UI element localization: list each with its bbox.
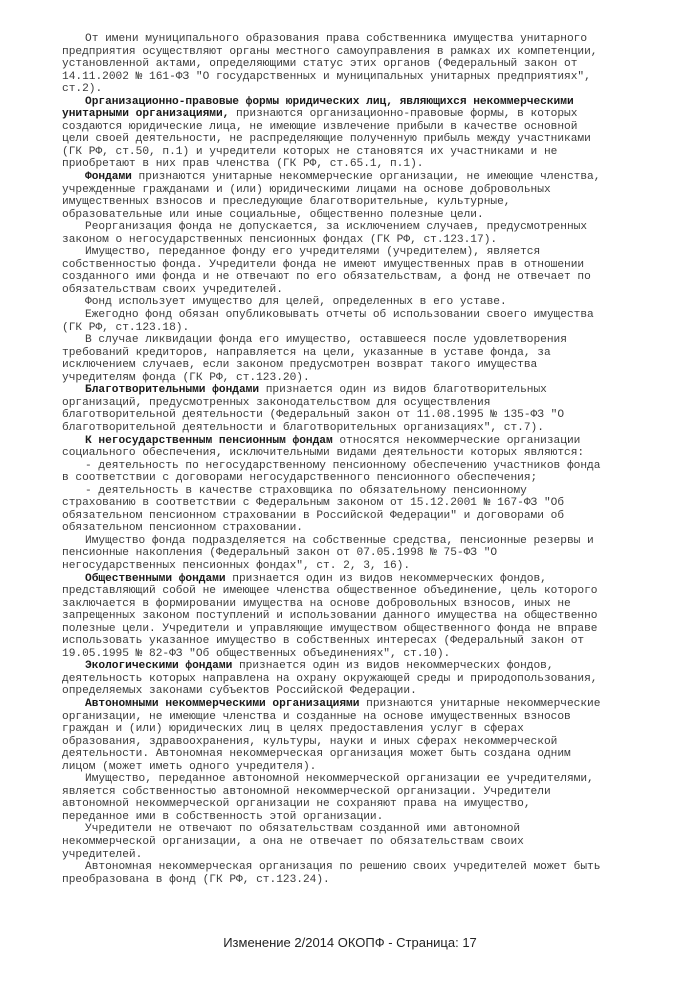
text-line [62, 472, 682, 485]
text-segment: обязательном пенсионном страховании в Российской Федерации" и договорами об [62, 509, 565, 522]
text-line [62, 635, 682, 648]
text-segment: Имущество, переданное автономной некоммерческой организации ее учредителями, [85, 773, 594, 786]
text-line [62, 209, 682, 222]
text-line [62, 535, 682, 548]
text-segment: Автономная некоммерческая организация по решению своих учредителей может быть [85, 861, 601, 874]
text-line [62, 246, 682, 259]
text-line [62, 33, 682, 46]
text-segment: - деятельность в качестве страховщика по обязательному пенсионному [85, 484, 527, 497]
text-line [62, 359, 682, 372]
text-line [62, 196, 682, 209]
text-segment: полезные цели. Учредители и управляющие имуществом общественного фонда не вправе [62, 622, 598, 635]
paragraph [62, 660, 682, 698]
paragraph [62, 823, 682, 861]
text-segment: требований кредиторов, направляется на цели, указанные в уставе фонда, за [62, 346, 551, 359]
text-segment: Реорганизация фонда не допускается, за исключением случаев, предусмотренных [85, 221, 588, 234]
text-segment: Имущество фонда подразделяется на собственные средства, пенсионные резервы и [85, 534, 594, 547]
text-segment: организации, не имеющие членства и созданные на основе имущественных взносов [62, 710, 571, 723]
text-segment: учрежденные гражданами и (или) юридическими лицами на основе добровольных [62, 183, 551, 196]
text-line [62, 786, 682, 799]
text-segment: запрещенных законом поступлений и использовании данного имущества на общественно [62, 610, 598, 623]
text-line [62, 660, 682, 673]
text-line [62, 71, 682, 84]
paragraph [62, 221, 682, 246]
text-segment: собственностью фонда. Учредители фонда не имеют имущественных прав в отношении [62, 258, 585, 271]
text-segment: образовательные или иные социальные, общественно полезные цели. [62, 208, 484, 221]
text-line [62, 409, 682, 422]
term-bold: Автономными некоммерческими организациями [85, 697, 360, 710]
text-line [62, 723, 682, 736]
text-segment: создаются юридические лица, не имеющие извлечение прибыли в качестве основной [62, 120, 578, 133]
text-segment: благотворительной деятельности и благотворительных организациях", ст.7). [62, 421, 544, 434]
text-line [62, 861, 682, 874]
text-segment: является собственностью автономной некоммерческой организации. Учредители [62, 785, 551, 798]
text-segment: заключается в формировании имущества на основе добровольных взносов, иных не [62, 597, 571, 610]
text-line [62, 573, 682, 586]
text-line [62, 108, 682, 121]
text-line [62, 648, 682, 661]
text-segment: цели своей деятельности, не распределяющие полученную прибыль между участниками [62, 133, 591, 146]
term-bold: Экологическими фондами [85, 660, 233, 673]
text-line [62, 610, 682, 623]
paragraph [62, 309, 682, 334]
text-segment: граждан и (или) юридических лиц в целях предоставления услуг в сферах [62, 723, 524, 736]
text-segment: признается один из видов некоммерческих фондов, [232, 660, 554, 673]
text-line [62, 322, 682, 335]
text-line [62, 811, 682, 824]
text-line [62, 761, 682, 774]
text-segment: пенсионные накопления (Федеральный закон от 07.05.1998 № 75-ФЗ "О [62, 547, 498, 560]
paragraph [62, 861, 682, 886]
text-line [62, 121, 682, 134]
text-segment: 14.11.2002 № 161-ФЗ "О государственных и муниципальных унитарных предприятиях", [62, 70, 591, 83]
text-line [62, 58, 682, 71]
text-segment: обязательствам своих учредителей. [62, 283, 283, 296]
text-segment: Ежегодно фонд обязан опубликовывать отчеты об использовании своего имущества [85, 309, 594, 322]
document-body [62, 33, 682, 886]
text-line [62, 560, 682, 573]
text-line [62, 133, 682, 146]
text-line [62, 874, 682, 887]
text-segment: признается один из видов благотворительных [259, 384, 547, 397]
text-line [62, 736, 682, 749]
text-line [62, 158, 682, 171]
text-segment: признаются организационно-правовые формы, в которых [229, 108, 578, 121]
text-segment: Учредители не отвечают по обязательствам созданной ими автономной [85, 823, 521, 836]
text-line [62, 234, 682, 247]
text-line [62, 698, 682, 711]
text-line [62, 171, 682, 184]
text-line [62, 96, 682, 109]
text-segment: в соответствии с договорами негосударственного пенсионного обеспечения; [62, 472, 538, 485]
text-line [62, 334, 682, 347]
term-bold: Благотворительными фондами [85, 384, 260, 397]
paragraph [62, 171, 682, 221]
text-segment: переданное ими в собственность этой организации. [62, 810, 384, 823]
text-line [62, 83, 682, 96]
text-segment: 19.05.1995 № 82-ФЗ "Об общественных объединениях", ст.10). [62, 647, 451, 660]
text-segment: образования, здравоохранения, культуры, науки и иных сферах некоммерческой [62, 735, 558, 748]
text-line [62, 447, 682, 460]
text-segment: лицом (может иметь одного учредителя). [62, 760, 317, 773]
paragraph [62, 96, 682, 171]
term-bold: унитарными организациями, [62, 108, 230, 121]
text-line [62, 849, 682, 862]
paragraph [62, 698, 682, 773]
text-segment: признаются унитарные некоммерческие организации, не имеющие членства, [131, 171, 601, 184]
text-segment: предприятия осуществляют органы местного самоуправления в рамках их компетенции, [62, 45, 598, 58]
text-line [62, 673, 682, 686]
text-segment: определяемых законами субъектов Российской Федерации. [62, 685, 417, 698]
paragraph [62, 246, 682, 296]
text-segment: использовать указанное имущество в собственных интересах (Федеральный закон от [62, 635, 585, 648]
text-line [62, 146, 682, 159]
text-segment: исключением случаев, если законом предусмотрен возврат такого имущества [62, 359, 538, 372]
text-line [62, 372, 682, 385]
text-line [62, 284, 682, 297]
text-segment: Имущество, переданное фонду его учредителями (учредителем), является [85, 246, 541, 259]
text-line [62, 522, 682, 535]
text-line [62, 271, 682, 284]
text-line [62, 221, 682, 234]
text-segment: некоммерческой организации, а она не отвечает по обязательствам своих [62, 836, 524, 848]
text-segment: деятельность которых направлена на охрану окружающей среды и природопользования, [62, 672, 598, 685]
text-segment: автономной некоммерческой организации не сохраняют права на имущество, [62, 798, 531, 811]
text-line [62, 497, 682, 510]
text-segment: организаций, предусмотренных законодательством для осуществления [62, 396, 491, 409]
text-line [62, 184, 682, 197]
page-footer: Изменение 2/2014 ОКОПФ - Страница: 17 [223, 935, 477, 950]
text-segment: - деятельность по негосударственному пенсионному обеспечению участников фонда [85, 459, 601, 472]
text-segment: В случае ликвидации фонда его имущество, оставшееся после удовлетворения [85, 334, 567, 347]
term-bold: Фондами [85, 171, 132, 184]
text-line [62, 711, 682, 724]
text-line [62, 773, 682, 786]
text-line [62, 623, 682, 636]
paragraph [62, 384, 682, 434]
text-segment: негосударственных пенсионных фондах", ст. 2, 3, 16). [62, 559, 411, 572]
term-bold: Организационно-правовые формы юридических лиц, являющихся некоммерческими [85, 95, 574, 108]
text-segment: учредителей. [62, 848, 143, 861]
text-segment: учредителям фонда (ГК РФ, ст.123.20). [62, 371, 310, 384]
paragraph [62, 33, 682, 96]
text-line [62, 510, 682, 523]
text-line [62, 598, 682, 611]
text-segment: ст.2). [62, 83, 103, 96]
text-line [62, 798, 682, 811]
text-line [62, 397, 682, 410]
text-line [62, 435, 682, 448]
text-line [62, 748, 682, 761]
text-segment: социального обеспечения, исключительными видами деятельности которых являются: [62, 447, 585, 460]
text-line [62, 823, 682, 836]
text-line [62, 46, 682, 59]
text-segment: относятся некоммерческие организации [332, 434, 581, 447]
text-segment: созданного ими фонда и не отвечают по его обязательствам, а фонд не отвечает по [62, 271, 591, 284]
paragraph [62, 773, 682, 823]
text-segment: признается один из видов некоммерческих фондов, [225, 572, 547, 585]
term-bold: К негосударственным пенсионным фондам [85, 434, 333, 447]
text-segment: страхованию в соответствии с Федеральным законом от 15.12.2001 № 167-ФЗ "Об [62, 497, 565, 510]
text-segment: обязательном пенсионном страховании. [62, 522, 303, 535]
text-segment: приобретают в них прав членства (ГК РФ, ст.65.1, п.1). [62, 158, 424, 171]
text-segment: представляющий собой не имеющее членства общественное объединение, цель которого [62, 585, 598, 598]
text-line [62, 547, 682, 560]
text-segment: Фонд использует имущество для целей, определенных в его уставе. [85, 296, 507, 309]
paragraph [62, 573, 682, 661]
text-line [62, 485, 682, 498]
text-segment: законом о негосударственных пенсионных фондах (ГК РФ, ст.123.17). [62, 233, 498, 246]
text-line [62, 347, 682, 360]
text-line [62, 259, 682, 272]
text-line [62, 585, 682, 598]
text-line [62, 460, 682, 473]
text-line [62, 422, 682, 435]
text-segment: признаются унитарные некоммерческие [359, 697, 601, 710]
text-line [62, 384, 682, 397]
text-segment: преобразована в фонд (ГК РФ, ст.123.24). [62, 873, 330, 886]
text-line [62, 685, 682, 698]
paragraph [62, 296, 682, 309]
paragraph [62, 435, 682, 535]
text-line [62, 296, 682, 309]
text-segment: (ГК РФ, ст.123.18). [62, 321, 190, 334]
text-segment: имущественных взносов и преследующие благотворительные, культурные, [62, 196, 511, 209]
text-line [62, 836, 682, 849]
text-segment: установленной актами, определяющими статус этих органов (Федеральный закон от [62, 58, 578, 71]
paragraph [62, 535, 682, 573]
text-segment: деятельности. Автономная некоммерческая организация может быть создана одним [62, 748, 571, 761]
text-segment: благотворительной деятельности (Федеральный закон от 11.08.1995 № 135-ФЗ "О [62, 409, 565, 422]
text-segment: (ГК РФ, ст.50, п.1) и учредители которых не становятся их участниками и не [62, 145, 558, 158]
term-bold: Общественными фондами [85, 572, 226, 585]
text-segment: От имени муниципального образования права собственника имущества унитарного [85, 33, 588, 45]
paragraph [62, 334, 682, 384]
text-line [62, 309, 682, 322]
